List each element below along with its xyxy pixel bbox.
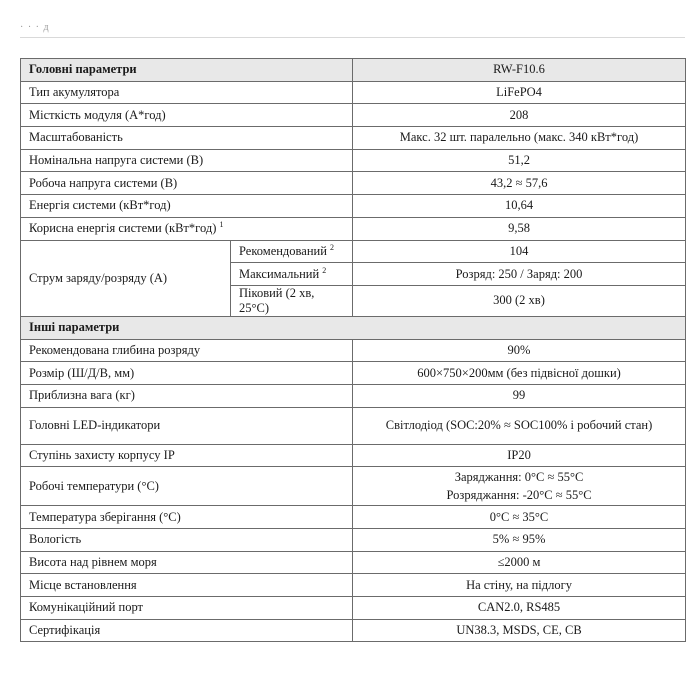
section-header-other [21,316,686,339]
param-label: Місце встановлення [21,574,353,597]
table-row [21,217,686,240]
param-value: 600×750×200мм (без підвісної дошки) [353,362,686,385]
value-line-discharge: Розряджання: -20°C ≈ 55°C [446,488,592,503]
param-value: LiFePO4 [353,81,686,104]
table-row [21,506,686,529]
model-name: RW-F10.6 [353,59,686,82]
param-label: Робоча напруга системи (В) [21,172,353,195]
param-value: Світлодіод (SOC:20% ≈ SOC100% і робочий стан) [353,407,686,444]
param-value: 10,64 [353,195,686,218]
param-label: Головні LED-індикатори [21,407,353,444]
param-value [353,467,686,506]
param-label: Сертифікація [21,619,353,642]
sub-param-label [231,263,353,286]
param-label: Тип акумулятора [21,81,353,104]
table-row [21,467,686,506]
param-label: Рекомендована глибина розряду [21,339,353,362]
table-row [21,195,686,218]
param-label: Температура зберігання (°С) [21,506,353,529]
table-row [21,339,686,362]
label-text: Рекомендований [239,243,327,258]
param-value: 43,2 ≈ 57,6 [353,172,686,195]
param-label: Ступінь захисту корпусу IP [21,444,353,467]
table-row [21,597,686,620]
table-row [21,384,686,407]
table-row [21,149,686,172]
param-label [21,217,353,240]
param-value: Розряд: 250 / Заряд: 200 [353,263,686,286]
param-value: 51,2 [353,149,686,172]
param-value: 208 [353,104,686,127]
param-label: Комунікаційний порт [21,597,353,620]
param-label: Приблизна вага (кг) [21,384,353,407]
param-label: Місткість модуля (А*год) [21,104,353,127]
param-label: Висота над рівнем моря [21,551,353,574]
table-row [21,81,686,104]
param-value: IP20 [353,444,686,467]
param-value: Макс. 32 шт. паралельно (макс. 340 кВт*год) [353,127,686,150]
current-group-label: Струм заряду/розряду (А) [21,240,231,316]
label-text: Корисна енергія системи (кВт*год) [29,221,217,236]
label-text: Максимальний [239,266,320,281]
table-row [21,104,686,127]
footnote-marker: 1 [219,220,224,229]
param-value: На стіну, на підлогу [353,574,686,597]
param-value: 9,58 [353,217,686,240]
table-row [21,444,686,467]
footnote-marker: 2 [330,242,335,252]
param-label: Масштабованість [21,127,353,150]
table-row [21,407,686,444]
param-label: Вологість [21,529,353,552]
param-label: Робочі температури (°С) [21,467,353,506]
param-value: ≤2000 м [353,551,686,574]
header-divider [20,37,685,38]
param-label: Номінальна напруга системи (В) [21,149,353,172]
param-label: Енергія системи (кВт*год) [21,195,353,218]
page-top-strip [0,0,700,36]
table-row [21,574,686,597]
section-title-other: Інші параметри [21,316,686,339]
param-value: 90% [353,339,686,362]
table-row [21,551,686,574]
param-value: 104 [353,240,686,263]
param-label: Розмір (Ш/Д/В, мм) [21,362,353,385]
sub-param-label [231,240,353,263]
section-header-main [21,59,686,82]
param-value: UN38.3, MSDS, CE, CB [353,619,686,642]
table-row [21,240,686,263]
table-row [21,619,686,642]
param-value: 0°C ≈ 35°C [353,506,686,529]
section-title-main: Головні параметри [21,59,353,82]
footnote-marker: 2 [322,265,327,275]
table-row [21,529,686,552]
table-row [21,172,686,195]
param-value: 300 (2 хв) [353,285,686,316]
param-value: 99 [353,384,686,407]
param-value: CAN2.0, RS485 [353,597,686,620]
spec-table [20,58,686,642]
param-value: 5% ≈ 95% [353,529,686,552]
table-row [21,362,686,385]
cropped-header-text: · · · д [20,22,50,33]
table-row [21,127,686,150]
value-line-charge: Заряджання: 0°C ≈ 55°C [454,470,584,485]
sub-param-label: Піковий (2 хв, 25°С) [231,285,353,316]
